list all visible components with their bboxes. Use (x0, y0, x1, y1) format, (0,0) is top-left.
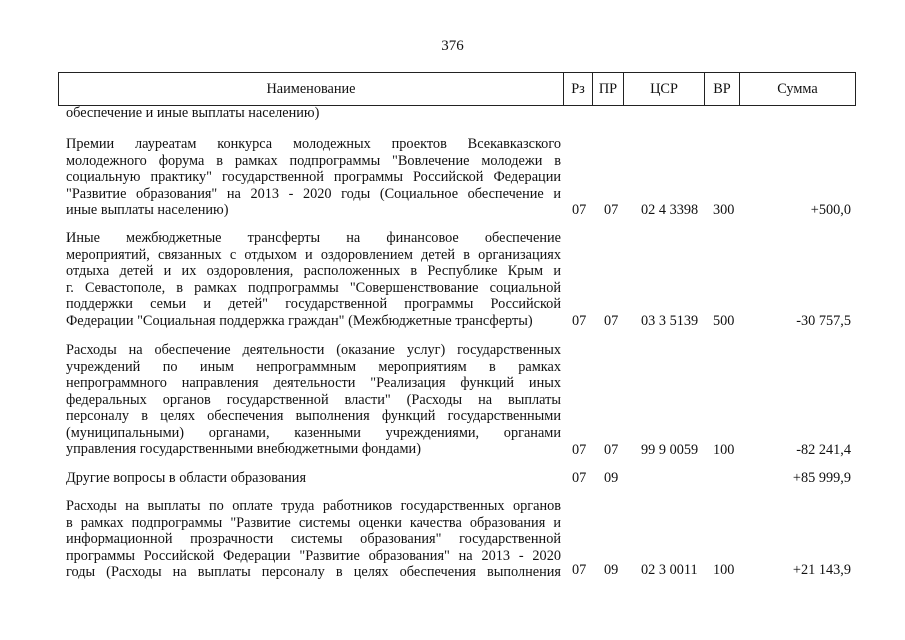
cell-rz: 07 (572, 470, 587, 486)
description-line: отдыха детей и их оздоровления, расположенных в Республике Крым и (66, 263, 561, 279)
description-line: программы Российской Федерации "Развитие образования" на 2013 - 2020 (66, 547, 561, 564)
description-line: Премии лауреатам конкурса молодежных проектов Всекавказского (66, 136, 561, 152)
cell-csr: 03 3 5139 (641, 313, 699, 329)
description-line: (муниципальными) органами, казенными учреждениями, органами (66, 424, 561, 441)
cell-rz: 07 (572, 442, 587, 458)
description-line: учреждений по иным непрограммным мероприятиям в рамках (66, 358, 561, 375)
row-description (66, 136, 561, 219)
description-line: годы (Расходы на выплаты персоналу в целях обеспечения выполнения (66, 564, 561, 580)
cell-pr: 09 (604, 470, 619, 486)
description-line: мероприятий, связанных с отдыхом и оздоровлением детей в организациях (66, 246, 561, 263)
cell-pr: 07 (604, 442, 619, 458)
description-line: Иные межбюджетные трансферты на финансовое обеспечение (66, 230, 561, 246)
description-line: социальную практику" государственной программы Российской Федерации (66, 169, 561, 185)
description-line: Расходы на обеспечение деятельности (оказание услуг) государственных (66, 342, 561, 358)
description-line: персоналу в целях обеспечения выполнения функций государственными (66, 408, 561, 424)
description-line: информационной прозрачности системы образования" государственной (66, 531, 561, 547)
description-line: молодежного форума в рамках подпрограммы "Вовлечение молодежи в (66, 152, 561, 169)
cell-pr: 09 (604, 562, 619, 578)
header-csr: ЦСР (624, 73, 705, 106)
header-vr: ВР (705, 73, 740, 106)
cell-vr: 500 (713, 313, 735, 329)
table-header (58, 72, 856, 106)
description-line: Расходы на выплаты по оплате труда работников государственных органов (66, 498, 561, 514)
description-line: Другие вопросы в области образования (66, 470, 307, 486)
description-line: иные выплаты населению) (66, 202, 229, 218)
cell-rz: 07 (572, 313, 587, 329)
description-line: "Развитие образования" на 2013 - 2020 годы (Социальное обеспечение и (66, 185, 561, 202)
cell-sum: +500,0 (810, 202, 851, 218)
cell-sum: -82 241,4 (796, 442, 851, 458)
header-sum: Сумма (740, 73, 856, 106)
row-description (66, 342, 561, 458)
cell-pr: 07 (604, 202, 619, 218)
cell-csr: 02 4 3398 (641, 202, 699, 218)
cell-sum: +85 999,9 (792, 470, 851, 486)
description-line: федеральных органов государственной власти" (Расходы на выплаты (66, 391, 561, 408)
cell-vr: 100 (713, 442, 735, 458)
description-line: управления государственными внебюджетными фондами) (66, 441, 421, 457)
row-description (66, 498, 561, 581)
description-line: в рамках подпрограммы "Развитие системы оценки качества образования и (66, 514, 561, 531)
description-line: обеспечение и иные выплаты населению) (66, 105, 320, 121)
row-description (66, 470, 561, 487)
description-line: непрограммного направления деятельности "Реализация функций иных (66, 375, 561, 391)
description-line: г. Севастополе, в рамках подпрограммы "Совершенствование социальной (66, 279, 561, 296)
cell-vr: 100 (713, 562, 735, 578)
cell-sum: +21 143,9 (792, 562, 851, 578)
cell-vr: 300 (713, 202, 735, 218)
cell-pr: 07 (604, 313, 619, 329)
header-pr: ПР (593, 73, 624, 106)
cell-csr: 02 3 0011 (641, 562, 698, 578)
page-number: 376 (441, 38, 464, 54)
row-description (66, 230, 561, 329)
description-line: Федерации "Социальная поддержка граждан" (Межбюджетные трансферты) (66, 312, 533, 329)
cell-rz: 07 (572, 202, 587, 218)
cell-csr: 99 9 0059 (641, 442, 699, 458)
cell-rz: 07 (572, 562, 587, 578)
description-line: поддержки семьи и детей" государственной программы Российской (66, 296, 561, 312)
header-name: Наименование (59, 73, 564, 106)
row-description (66, 105, 561, 122)
cell-sum: -30 757,5 (796, 313, 851, 329)
header-rz: Рз (564, 73, 593, 106)
